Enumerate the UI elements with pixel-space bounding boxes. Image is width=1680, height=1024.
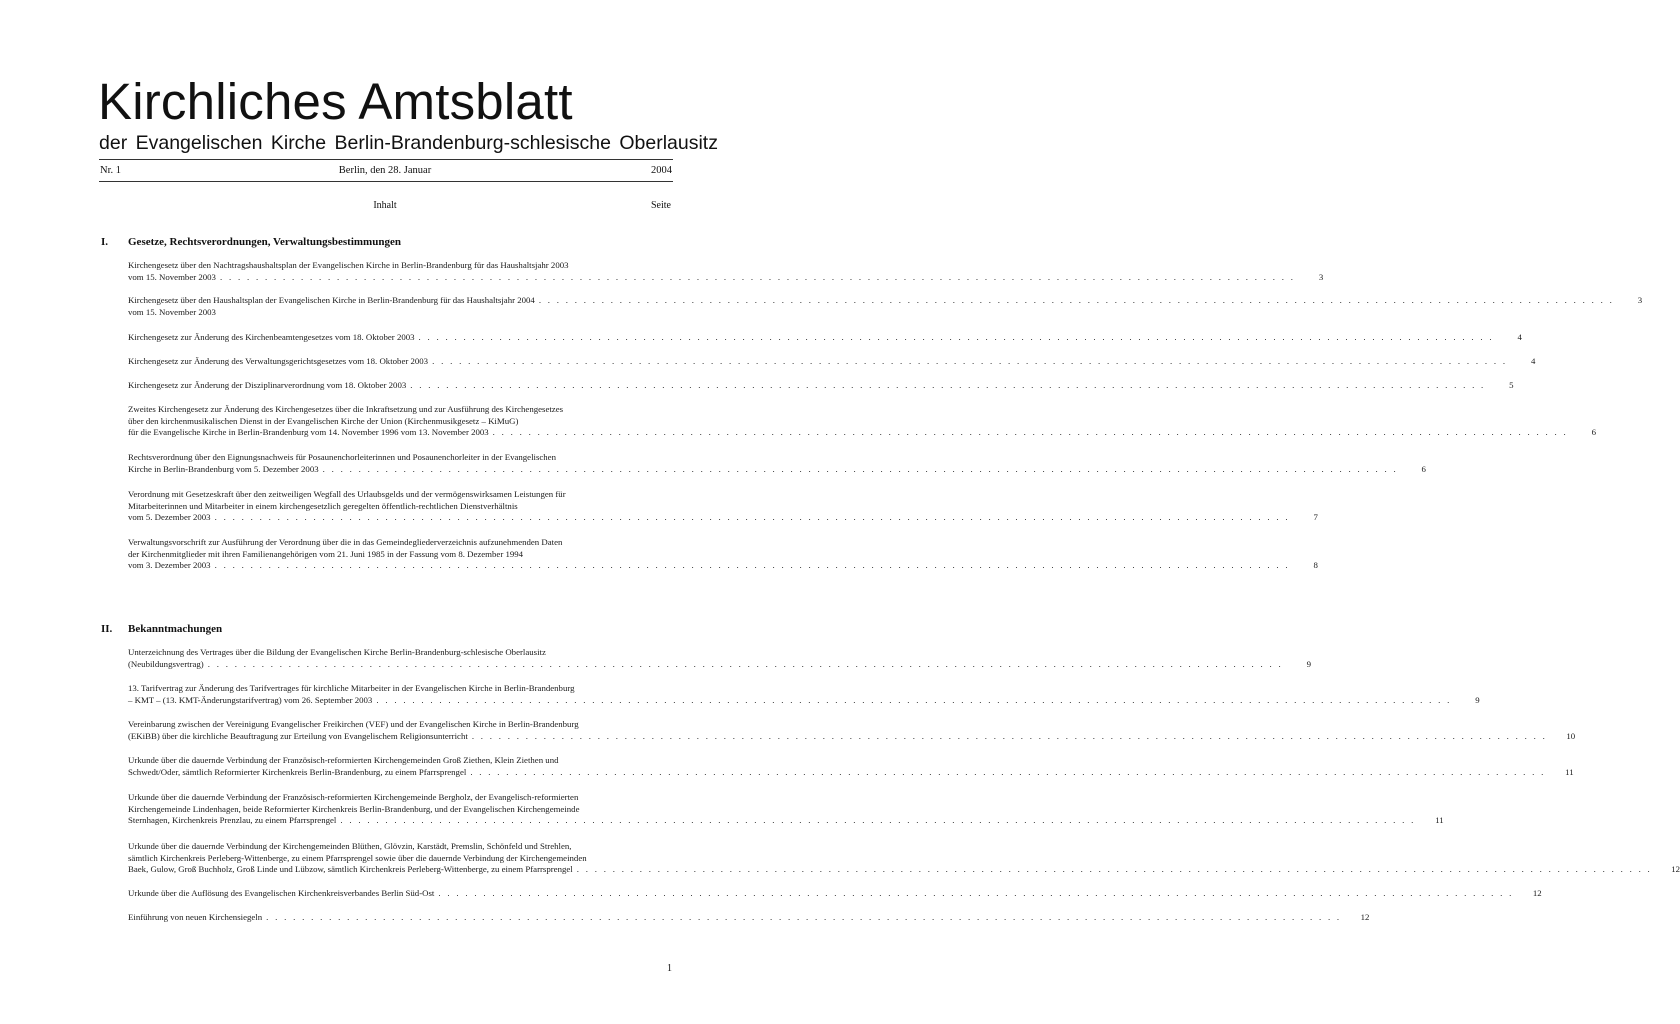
toc-entry[interactable]	[128, 452, 1426, 475]
toc-entry-text: vom 3. Dezember 2003	[128, 560, 211, 571]
dot-leader: . . . . . . . . . . . . . . . . . . . . . . . . . . . . . . . . . . . . . . . . . . . . . . . . . . . . . . . . . . . . . . . . . . . . . . . . . . . . . . . . . . . . . . . . . . . . . . . . . . . . . . . . . . . . . . . . . . . . . . . .	[410, 380, 1486, 390]
toc-entry[interactable]	[128, 295, 1643, 318]
toc-entry-line	[128, 356, 1536, 368]
toc-entry-line: Zweites Kirchengesetz zur Änderung des Kirchengesetzes über die Inkraftsetzung und zur Ausführung des Kirchengesetzes	[128, 404, 564, 414]
toc-entry-line: Mitarbeiterinnen und Mitarbeiter in einem kirchengesetzlich geregelten öffentlich-rechtlichen Dienstverhältnis	[128, 500, 518, 511]
header-bottom-rule	[99, 181, 673, 182]
toc-entry-text: (Neubildungsvertrag)	[128, 658, 204, 669]
dot-leader: . . . . . . . . . . . . . . . . . . . . . . . . . . . . . . . . . . . . . . . . . . . . . . . . . . . . . . . . . . . . . . . . . . . . . . . . . . . . . . . . . . . . . . . . . . . . . . . . . . . . . . . . . . . . . . . . . . . . . . . .	[322, 463, 1398, 474]
toc-entry-line: 13. Tarifvertrag zur Änderung des Tarifvertrages für kirchliche Mitarbeiter in der Evangelischen Kirche in Berlin-Brandenburg	[128, 683, 575, 693]
section-title: Gesetze, Rechtsverordnungen, Verwaltungsbestimmungen	[128, 236, 401, 248]
toc-entry-text: Kirchengesetz zur Änderung der Disziplinarverordnung vom 18. Oktober 2003	[128, 380, 407, 390]
toc-entry-line	[128, 271, 1324, 284]
toc-entry-text: Kirchengesetz zur Änderung des Verwaltungsgerichtsgesetzes vom 18. Oktober 2003	[128, 356, 429, 366]
dot-leader: . . . . . . . . . . . . . . . . . . . . . . . . . . . . . . . . . . . . . . . . . . . . . . . . . . . . . . . . . . . . . . . . . . . . . . . . . . . . . . . . . . . . . . . . . . . . . . . . . . . . . . . . . . . . . . . . . . . . . . . .	[418, 332, 1494, 342]
toc-entry-line	[128, 888, 1542, 900]
toc-entry-text: Urkunde über die Auflösung des Evangelischen Kirchenkreisverbandes Berlin Süd-Ost	[128, 888, 435, 898]
toc-entry-text: Kirche in Berlin-Brandenburg vom 5. Dezember 2003	[128, 463, 319, 474]
toc-entry[interactable]	[128, 755, 1574, 778]
dot-leader: . . . . . . . . . . . . . . . . . . . . . . . . . . . . . . . . . . . . . . . . . . . . . . . . . . . . . . . . . . . . . . . . . . . . . . . . . . . . . . . . . . . . . . . . . . . . . . . . . . . . . . . . . . . . . . . . . . . . . . . .	[214, 512, 1290, 523]
toc-entry-line	[128, 560, 1318, 572]
toc-entry-line	[128, 912, 1370, 924]
toc-entry-line: Verordnung mit Gesetzeskraft über den zeitweiligen Wegfall des Urlaubsgelds und der vermögenswirksamen Leistungen für	[128, 489, 566, 499]
masthead-title: Kirchliches Amtsblatt	[98, 73, 573, 130]
toc-entry-text: Schwedt/Oder, sämtlich Reformierter Kirchenkreis Berlin-Brandenburg, zu einem Pfarrsprengel	[128, 766, 467, 777]
toc-page-number: 3	[1637, 295, 1643, 305]
toc-entry-line	[128, 730, 1576, 743]
toc-page-number: 12	[1532, 888, 1542, 898]
toc-entry-line: Urkunde über die dauernde Verbindung der Französisch-reformierten Kirchengemeinden Groß Ziethen, Klein Ziethen und	[128, 755, 559, 765]
section-numeral: I.	[101, 236, 109, 248]
toc-entry[interactable]	[128, 683, 1480, 706]
toc-page-number: 6	[1421, 463, 1426, 474]
dot-leader: . . . . . . . . . . . . . . . . . . . . . . . . . . . . . . . . . . . . . . . . . . . . . . . . . . . . . . . . . . . . . . . . . . . . . . . . . . . . . . . . . . . . . . . . . . . . . . . . . . . . . . . . . . . . . . . . . . . . . . . .	[471, 730, 1548, 741]
toc-heading: Inhalt	[373, 200, 397, 211]
dot-leader: . . . . . . . . . . . . . . . . . . . . . . . . . . . . . . . . . . . . . . . . . . . . . . . . . . . . . . . . . . . . . . . . . . . . . . . . . . . . . . . . . . . . . . . . . . . . . . . . . . . . . . . . . . . . . . . . . . . . . . . .	[219, 271, 1296, 282]
section-numeral: II.	[101, 623, 113, 635]
toc-entry[interactable]	[128, 792, 1444, 827]
toc-entry[interactable]	[128, 537, 1318, 572]
toc-entry-line: vom 15. November 2003	[128, 306, 216, 317]
toc-entry-text: Baek, Gulow, Groß Buchholz, Groß Linde und Lübzow, sämtlich Kirchenkreis Perleberg-Wittenberge, zu einem Pfarrsprengel	[128, 864, 573, 875]
toc-entry-line	[128, 295, 1643, 307]
toc-entry-line	[128, 864, 1680, 876]
toc-entry[interactable]	[128, 888, 1542, 900]
header-top-rule	[99, 159, 673, 160]
toc-page-number: 9	[1306, 658, 1312, 669]
toc-entry-line	[128, 380, 1514, 392]
toc-page-number: 10	[1566, 730, 1576, 741]
dot-leader: . . . . . . . . . . . . . . . . . . . . . . . . . . . . . . . . . . . . . . . . . . . . . . . . . . . . . . . . . . . . . . . . . . . . . . . . . . . . . . . . . . . . . . . . . . . . . . . . . . . . . . . . . . . . . . . . . . . . . . . .	[470, 766, 1546, 777]
dot-leader: . . . . . . . . . . . . . . . . . . . . . . . . . . . . . . . . . . . . . . . . . . . . . . . . . . . . . . . . . . . . . . . . . . . . . . . . . . . . . . . . . . . . . . . . . . . . . . . . . . . . . . . . . . . . . . . . . . . . . . . .	[214, 560, 1290, 571]
dot-leader: . . . . . . . . . . . . . . . . . . . . . . . . . . . . . . . . . . . . . . . . . . . . . . . . . . . . . . . . . . . . . . . . . . . . . . . . . . . . . . . . . . . . . . . . . . . . . . . . . . . . . . . . . . . . . . . . . . . . . . . .	[576, 864, 1653, 875]
toc-entry-line: über den kirchenmusikalischen Dienst in der Evangelischen Kirche der Union (Kirchenmusikgesetz – KiMuG)	[128, 415, 519, 426]
dot-leader: . . . . . . . . . . . . . . . . . . . . . . . . . . . . . . . . . . . . . . . . . . . . . . . . . . . . . . . . . . . . . . . . . . . . . . . . . . . . . . . . . . . . . . . . . . . . . . . . . . . . . . . . . . . . . . . . . . . . . . . .	[340, 815, 1416, 826]
issue-place-date: Berlin, den 28. Januar	[338, 165, 432, 176]
toc-page-number: 6	[1591, 427, 1596, 438]
toc-entry-line: Urkunde über die dauernde Verbindung der Französisch-reformierten Kirchengemeinde Bergholz, der Evangelisch-reformierten	[128, 792, 579, 802]
toc-entry[interactable]	[128, 356, 1536, 368]
toc-page-number: 4	[1517, 332, 1522, 342]
toc-page-number: 3	[1318, 271, 1324, 282]
toc-entry[interactable]	[128, 380, 1514, 392]
toc-entry-line: Urkunde über die dauernde Verbindung der Kirchengemeinden Blüthen, Glövzin, Karstädt, Premslin, Schönfeld und Strehlen,	[128, 841, 572, 851]
dot-leader: . . . . . . . . . . . . . . . . . . . . . . . . . . . . . . . . . . . . . . . . . . . . . . . . . . . . . . . . . . . . . . . . . . . . . . . . . . . . . . . . . . . . . . . . . . . . . . . . . . . . . . . . . . . . . . . . . . . . . . . .	[376, 694, 1452, 705]
toc-page-number: 8	[1313, 560, 1318, 571]
toc-page-heading: Seite	[651, 200, 671, 211]
toc-entry-line	[128, 332, 1522, 344]
toc-entry-text: Kirchengesetz über den Haushaltsplan der Evangelischen Kirche in Berlin-Brandenburg für das Haushaltsjahr 2004	[128, 295, 535, 305]
toc-page-number: 9	[1475, 694, 1480, 705]
toc-page-number: 12	[1671, 864, 1680, 875]
toc-entry-text: für die Evangelische Kirche in Berlin-Brandenburg vom 14. November 1996 vom 13. November 2003	[128, 427, 489, 438]
toc-page-number: 5	[1509, 380, 1514, 390]
toc-entry-text: (EKiBB) über die kirchliche Beauftragung zur Erteilung von Evangelischem Religionsunterricht	[128, 730, 468, 741]
dot-leader: . . . . . . . . . . . . . . . . . . . . . . . . . . . . . . . . . . . . . . . . . . . . . . . . . . . . . . . . . . . . . . . . . . . . . . . . . . . . . . . . . . . . . . . . . . . . . . . . . . . . . . . . . . . . . . . . . . . . . . . .	[492, 427, 1568, 438]
toc-entry[interactable]	[128, 841, 1680, 876]
dot-leader: . . . . . . . . . . . . . . . . . . . . . . . . . . . . . . . . . . . . . . . . . . . . . . . . . . . . . . . . . . . . . . . . . . . . . . . . . . . . . . . . . . . . . . . . . . . . . . . . . . . . . . . . . . . . . . . . . . . . . . . .	[538, 295, 1615, 305]
toc-entry-line: Rechtsverordnung über den Eignungsnachweis für Posaunenchorleiterinnen und Posaunenchorleiter in der Evangelischen	[128, 452, 556, 462]
toc-entry-text: – KMT – (13. KMT-Änderungstarifvertrag) vom 26. September 2003	[128, 694, 373, 705]
toc-entry-line	[128, 815, 1444, 827]
toc-entry[interactable]	[128, 332, 1522, 344]
dot-leader: . . . . . . . . . . . . . . . . . . . . . . . . . . . . . . . . . . . . . . . . . . . . . . . . . . . . . . . . . . . . . . . . . . . . . . . . . . . . . . . . . . . . . . . . . . . . . . . . . . . . . . . . . . . . . . . . . . . . . . . .	[432, 356, 1508, 366]
toc-entry-line: Kirchengesetz über den Nachtragshaushaltsplan der Evangelischen Kirche in Berlin-Brandenburg für das Haushaltsjahr 2003	[128, 260, 569, 270]
toc-entry[interactable]	[128, 404, 1596, 439]
toc-page-number: 11	[1565, 766, 1574, 777]
dot-leader: . . . . . . . . . . . . . . . . . . . . . . . . . . . . . . . . . . . . . . . . . . . . . . . . . . . . . . . . . . . . . . . . . . . . . . . . . . . . . . . . . . . . . . . . . . . . . . . . . . . . . . . . . . . . . . . . . . . . . . . .	[266, 912, 1342, 922]
toc-entry-line: der Kirchenmitglieder mit ihren Familienangehörigen vom 21. Juni 1985 in der Fassung vom 8. Dezember 1994	[128, 548, 524, 559]
toc-page-number: 4	[1530, 356, 1536, 366]
toc-page-number: 11	[1435, 815, 1444, 826]
toc-entry[interactable]	[128, 912, 1370, 924]
dot-leader: . . . . . . . . . . . . . . . . . . . . . . . . . . . . . . . . . . . . . . . . . . . . . . . . . . . . . . . . . . . . . . . . . . . . . . . . . . . . . . . . . . . . . . . . . . . . . . . . . . . . . . . . . . . . . . . . . . . . . . . .	[438, 888, 1514, 898]
toc-entry-line	[128, 427, 1596, 439]
toc-entry-text: Einführung von neuen Kirchensiegeln	[128, 912, 263, 922]
section-title: Bekanntmachungen	[128, 623, 223, 635]
toc-entry-line: Verwaltungsvorschrift zur Ausführung der Verordnung über die in das Gemeindegliederverzeichnis aufzunehmenden Daten	[128, 537, 563, 547]
toc-entry[interactable]	[128, 647, 1312, 670]
toc-entry-line	[128, 512, 1318, 524]
page-number: 1	[667, 963, 672, 974]
toc-entry-line	[128, 766, 1574, 779]
toc-entry[interactable]	[128, 719, 1576, 742]
toc-entry-line: Vereinbarung zwischen der Vereinigung Evangelischer Freikirchen (VEF) und der Evangelischen Kirche in Berlin-Brandenburg	[128, 719, 579, 729]
dot-leader: . . . . . . . . . . . . . . . . . . . . . . . . . . . . . . . . . . . . . . . . . . . . . . . . . . . . . . . . . . . . . . . . . . . . . . . . . . . . . . . . . . . . . . . . . . . . . . . . . . . . . . . . . . . . . . . . . . . . . . . .	[207, 658, 1284, 669]
toc-entry[interactable]	[128, 489, 1318, 524]
toc-page-number: 12	[1360, 912, 1370, 922]
masthead-subtitle: der Evangelischen Kirche Berlin-Brandenburg-schlesische Oberlausitz	[99, 132, 718, 154]
issue-year: 2004	[651, 165, 672, 176]
toc-entry-line: Kirchengemeinde Lindenhagen, beide Reformierter Kirchenkreis Berlin-Brandenburg, und der Evangelischen Kirchengemeinde	[128, 803, 580, 814]
issue-number: Nr. 1	[100, 165, 121, 176]
toc-entry-line: sämtlich Kirchenkreis Perleberg-Wittenberge, zu einem Pfarrsprengel sowie über die dauernde Verbindung der Kirchengemeinden	[128, 852, 587, 863]
toc-page-number: 7	[1313, 512, 1318, 523]
toc-entry-text: Sternhagen, Kirchenkreis Prenzlau, zu einem Pfarrsprengel	[128, 815, 337, 826]
toc-entry-text: vom 15. November 2003	[128, 271, 216, 282]
toc-entry-line	[128, 658, 1312, 671]
toc-entry-text: Kirchengesetz zur Änderung des Kirchenbeamtengesetzes vom 18. Oktober 2003	[128, 332, 415, 342]
toc-entry[interactable]	[128, 260, 1324, 283]
toc-entry-text: vom 5. Dezember 2003	[128, 512, 211, 523]
toc-entry-line: Unterzeichnung des Vertrages über die Bildung der Evangelischen Kirche Berlin-Brandenburg-schlesische Oberlausitz	[128, 647, 546, 657]
toc-entry-line	[128, 694, 1480, 707]
toc-entry-line	[128, 463, 1426, 476]
